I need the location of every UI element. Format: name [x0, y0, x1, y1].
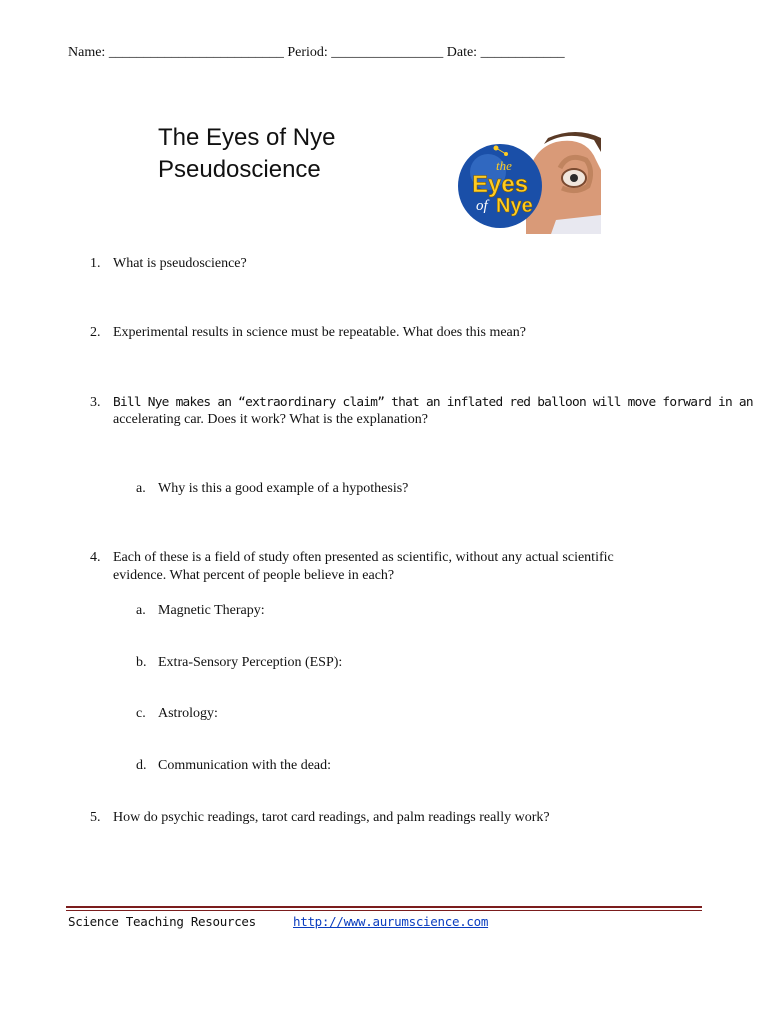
eyes-of-nye-logo	[456, 130, 601, 234]
page-subtitle: Pseudoscience	[158, 156, 321, 183]
question-text-line2: evidence. What percent of people believe in each?	[113, 568, 395, 583]
question-text: What is pseudoscience?	[113, 256, 247, 271]
logo-word-the: the	[496, 158, 512, 173]
footer-divider-thin	[66, 910, 702, 911]
subquestion-letter: d.	[136, 758, 147, 773]
logo-word-nye: Nye	[496, 195, 533, 217]
page-title: The Eyes of Nye	[158, 124, 336, 151]
subquestion-text: Magnetic Therapy:	[158, 603, 265, 618]
question-number: 3.	[90, 395, 101, 410]
subquestion-text: Astrology:	[158, 706, 218, 721]
name-period-date-line: Name: _________________________ Period: ________________ Date: ____________	[68, 45, 565, 60]
logo-word-of: of	[476, 198, 488, 214]
question-text-line1: Bill Nye makes an “extraordinary claim” that an inflated red balloon will move forward in an	[113, 395, 753, 410]
subquestion-text: Why is this a good example of a hypothesis?	[158, 481, 409, 496]
question-text-line2: accelerating car. Does it work? What is the explanation?	[113, 412, 428, 427]
question-number: 4.	[90, 550, 101, 565]
subquestion-text: Extra-Sensory Perception (ESP):	[158, 655, 343, 670]
subquestion-text: Communication with the dead:	[158, 758, 332, 773]
question-number: 2.	[90, 325, 101, 340]
question-text-line1: Each of these is a field of study often presented as scientific, without any actual scientific	[113, 550, 614, 565]
logo-word-eyes: Eyes	[472, 171, 529, 198]
subquestion-letter: c.	[136, 706, 146, 721]
subquestion-letter: b.	[136, 655, 147, 670]
question-number: 5.	[90, 810, 101, 825]
footer-website-link[interactable]: http://www.aurumscience.com	[293, 914, 489, 929]
subquestion-letter: a.	[136, 481, 146, 496]
footer-source-label: Science Teaching Resources	[68, 914, 256, 929]
question-text: Experimental results in science must be repeatable. What does this mean?	[113, 325, 526, 340]
footer-divider	[66, 906, 702, 908]
question-number: 1.	[90, 256, 101, 271]
subquestion-letter: a.	[136, 603, 146, 618]
question-text: How do psychic readings, tarot card readings, and palm readings really work?	[113, 810, 550, 825]
